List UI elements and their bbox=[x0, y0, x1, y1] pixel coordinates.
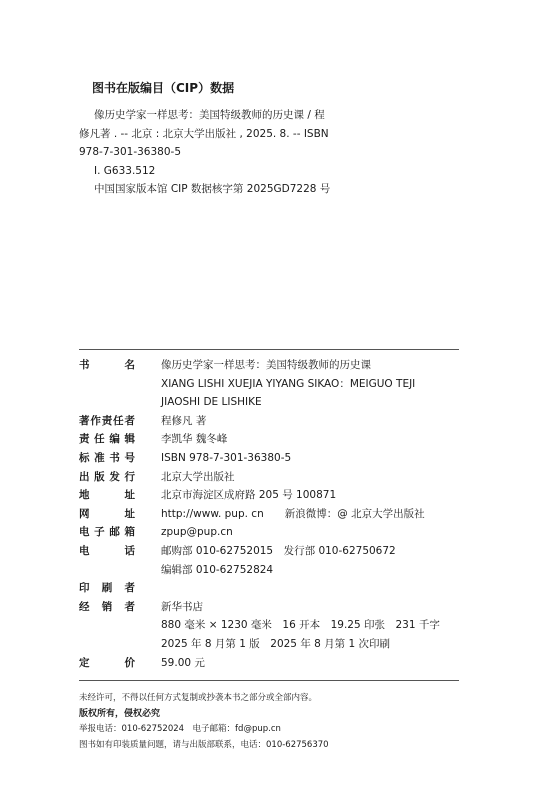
info-row bbox=[79, 579, 469, 598]
info-value bbox=[161, 523, 469, 542]
info-value bbox=[161, 449, 469, 468]
info-value-line: XIANG LISHI XUEJIA YIYANG SIKAO：MEIGUO TEJI bbox=[161, 377, 416, 390]
info-value bbox=[161, 598, 469, 654]
info-row bbox=[79, 486, 469, 505]
info-row bbox=[79, 356, 469, 412]
info-label: 电 子 邮 箱 bbox=[79, 526, 135, 539]
info-label: 定 价 bbox=[79, 656, 135, 669]
info-row bbox=[79, 449, 469, 468]
info-value-line: 新华书店 bbox=[161, 600, 203, 613]
info-value-line: 59.00 元 bbox=[161, 656, 205, 669]
info-value-line: http://www. pup. cn 新浪微博：@ 北京大学出版社 bbox=[161, 507, 425, 520]
info-value-line: JIAOSHI DE LISHIKE bbox=[161, 396, 262, 409]
info-value-line: 邮购部 010-62752015 发行部 010-62750672 bbox=[161, 544, 396, 557]
quality-contact: 图书如有印装质量问题，请与出版部联系，电话：010-62756370 bbox=[79, 739, 329, 750]
info-label: 书 名 bbox=[79, 359, 135, 371]
info-value bbox=[161, 505, 469, 524]
info-label: 标 准 书 号 bbox=[79, 451, 135, 464]
info-value-line: 北京大学出版社 bbox=[161, 470, 235, 483]
info-label: 责 任 编 辑 bbox=[79, 433, 135, 446]
cip-line: Ⅰ. G633.512 bbox=[94, 164, 156, 177]
cip-line: 像历史学家一样思考：美国特级教师的历史课 / 程 bbox=[94, 109, 325, 121]
info-value-line: 北京市海淀区成府路 205 号 100871 bbox=[161, 489, 337, 502]
info-row bbox=[79, 654, 469, 673]
info-row bbox=[79, 430, 469, 449]
cip-block bbox=[79, 80, 479, 199]
info-value-line: 李凯华 魏冬峰 bbox=[161, 433, 228, 446]
info-label: 电 话 bbox=[79, 544, 135, 557]
info-label: 经 销 者 bbox=[79, 600, 135, 613]
info-value bbox=[161, 654, 469, 673]
info-row bbox=[79, 542, 469, 579]
cip-line: 中国国家版本馆 CIP 数据核字第 2025GD7228 号 bbox=[94, 183, 331, 195]
info-label: 印 刷 者 bbox=[79, 582, 135, 595]
info-value-line: ISBN 978-7-301-36380-5 bbox=[161, 451, 292, 464]
info-value-line: zpup@pup.cn bbox=[161, 526, 233, 539]
info-row bbox=[79, 523, 469, 542]
cip-line: 修凡著 . -- 北京 : 北京大学出版社 , 2025. 8. -- ISBN bbox=[79, 127, 329, 140]
info-label: 出 版 发 行 bbox=[79, 470, 135, 483]
info-value-line: 像历史学家一样思考：美国特级教师的历史课 bbox=[161, 359, 371, 371]
info-row bbox=[79, 598, 469, 654]
info-value-line: 程修凡 著 bbox=[161, 414, 207, 427]
info-label: 地 址 bbox=[79, 489, 135, 502]
info-row bbox=[79, 412, 469, 431]
rights-reserved: 版权所有，侵权必究 bbox=[79, 708, 161, 719]
info-value bbox=[161, 486, 469, 505]
info-label: 网 址 bbox=[79, 507, 135, 520]
cip-heading: 图书在版编目（CIP）数据 bbox=[92, 81, 235, 95]
info-value bbox=[161, 542, 469, 579]
info-value bbox=[161, 468, 469, 487]
report-contact: 举报电话：010-62752024 电子邮箱：fd@pup.cn bbox=[79, 724, 281, 734]
info-value-line: 2025 年 8 月第 1 版 2025 年 8 月第 1 次印刷 bbox=[161, 637, 391, 650]
copyright-notice: 未经许可，不得以任何方式复制或抄袭本书之部分或全部内容。 bbox=[79, 693, 318, 703]
copyright-footer bbox=[79, 691, 479, 753]
info-row bbox=[79, 468, 469, 487]
cip-record bbox=[79, 106, 479, 199]
info-value bbox=[161, 412, 469, 431]
top-divider bbox=[79, 349, 459, 350]
info-row bbox=[79, 505, 469, 524]
info-value bbox=[161, 356, 469, 412]
cip-line: 978-7-301-36380-5 bbox=[79, 146, 182, 158]
info-value-line: 880 毫米 × 1230 毫米 16 开本 19.25 印张 231 千字 bbox=[161, 619, 440, 632]
publication-info bbox=[79, 356, 469, 672]
bottom-divider bbox=[79, 680, 459, 681]
info-value-line: 编辑部 010-62752824 bbox=[161, 563, 274, 576]
info-value bbox=[161, 430, 469, 449]
info-label: 著 作 责 任 者 bbox=[79, 414, 135, 427]
